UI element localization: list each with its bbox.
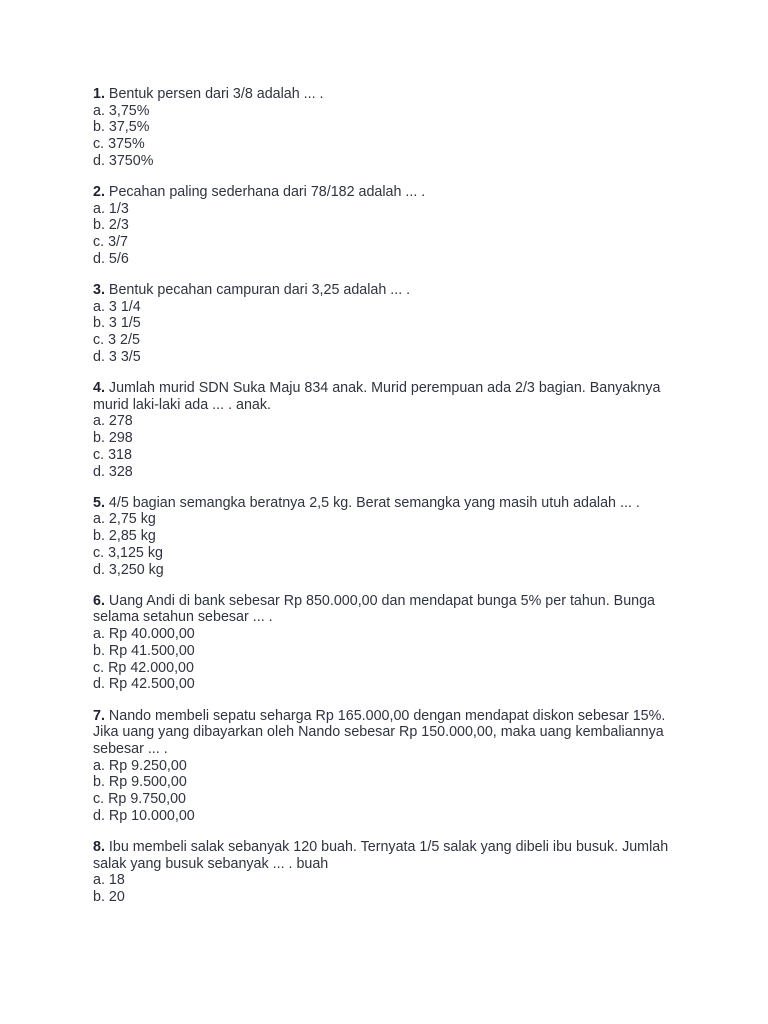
answer-option: c. 3 2/5 (93, 332, 140, 349)
answer-option: b. 37,5% (93, 119, 150, 136)
question-number: 1. (93, 86, 105, 102)
answer-option: a. 278 (93, 413, 133, 430)
question-text: Nando membeli sepatu seharga Rp 165.000,00 dengan mendapat diskon sebesar 15%. Jika uang yang dibayarkan oleh Nando sebesar Rp 150.000,00, maka uang kembaliannya sebesar ... . (93, 707, 666, 757)
question-list (93, 86, 728, 906)
answer-option: b. Rp 41.500,00 (93, 642, 195, 659)
answer-option: a. 3 1/4 (93, 298, 141, 315)
question-text: Jumlah murid SDN Suka Maju 834 anak. Murid perempuan ada 2/3 bagian. Banyaknya murid laki-laki ada ... . anak. (93, 380, 661, 413)
answer-option: a. 3,75% (93, 102, 150, 119)
question-number: 4. (93, 380, 105, 397)
question-number: 2. (93, 184, 105, 201)
answer-option: d. 5/6 (93, 250, 129, 267)
answer-option: c. Rp 42.000,00 (93, 659, 194, 676)
question-text: Bentuk persen dari 3/8 adalah ... . (108, 86, 324, 102)
answer-option: c. Rp 9.750,00 (93, 791, 186, 808)
answer-option: b. 3 1/5 (93, 315, 141, 332)
question-text: Ibu membeli salak sebanyak 120 buah. Ternyata 1/5 salak yang dibeli ibu busuk. Jumlah salak yang busuk sebanyak ... . buah (93, 838, 669, 872)
question-text: Uang Andi di bank sebesar Rp 850.000,00 dan mendapat bunga 5% per tahun. Bunga selama setahun sebesar ... . (93, 592, 656, 626)
answer-option: c. 3/7 (93, 234, 128, 251)
question-1 (93, 86, 728, 170)
answer-option: b. 2,85 kg (93, 528, 156, 545)
answer-option: a. Rp 9.250,00 (93, 757, 187, 774)
answer-option: d. 3,250 kg (93, 561, 164, 578)
answer-option: c. 375% (93, 136, 145, 153)
question-6 (93, 593, 728, 693)
question-text: Pecahan paling sederhana dari 78/182 adalah ... . (108, 184, 426, 201)
question-text: Bentuk pecahan campuran dari 3,25 adalah ... . (108, 282, 411, 299)
answer-option: a. Rp 40.000,00 (93, 626, 195, 643)
question-stem (93, 184, 683, 201)
question-number: 5. (93, 494, 105, 511)
question-stem (93, 708, 683, 758)
answer-option: b. 2/3 (93, 217, 129, 234)
question-stem (93, 282, 683, 299)
question-2 (93, 184, 728, 268)
question-3 (93, 282, 728, 366)
answer-option: d. 3 3/5 (93, 348, 141, 365)
question-7 (93, 708, 728, 825)
question-stem (93, 839, 683, 872)
answer-option: d. 3750% (93, 152, 154, 169)
answer-option: d. Rp 42.500,00 (93, 676, 195, 693)
answer-option: a. 1/3 (93, 200, 129, 217)
question-number: 8. (93, 838, 105, 855)
answer-option: b. 20 (93, 889, 125, 906)
answer-option: c. 318 (93, 446, 132, 463)
question-stem (93, 495, 683, 512)
answer-option: b. Rp 9.500,00 (93, 774, 187, 791)
question-5 (93, 495, 728, 579)
question-number: 7. (93, 707, 105, 724)
answer-option: a. 18 (93, 872, 125, 889)
answer-option: d. 328 (93, 463, 133, 480)
question-number: 6. (93, 592, 105, 609)
question-number: 3. (93, 282, 105, 299)
question-stem (93, 380, 683, 413)
question-stem (93, 593, 683, 626)
answer-option: a. 2,75 kg (93, 511, 156, 528)
question-4 (93, 380, 728, 480)
question-8 (93, 839, 728, 906)
answer-option: d. Rp 10.000,00 (93, 807, 195, 824)
question-stem (93, 86, 683, 103)
question-text: 4/5 bagian semangka beratnya 2,5 kg. Berat semangka yang masih utuh adalah ... . (108, 494, 640, 511)
answer-option: b. 298 (93, 430, 133, 447)
answer-option: c. 3,125 kg (93, 544, 163, 561)
